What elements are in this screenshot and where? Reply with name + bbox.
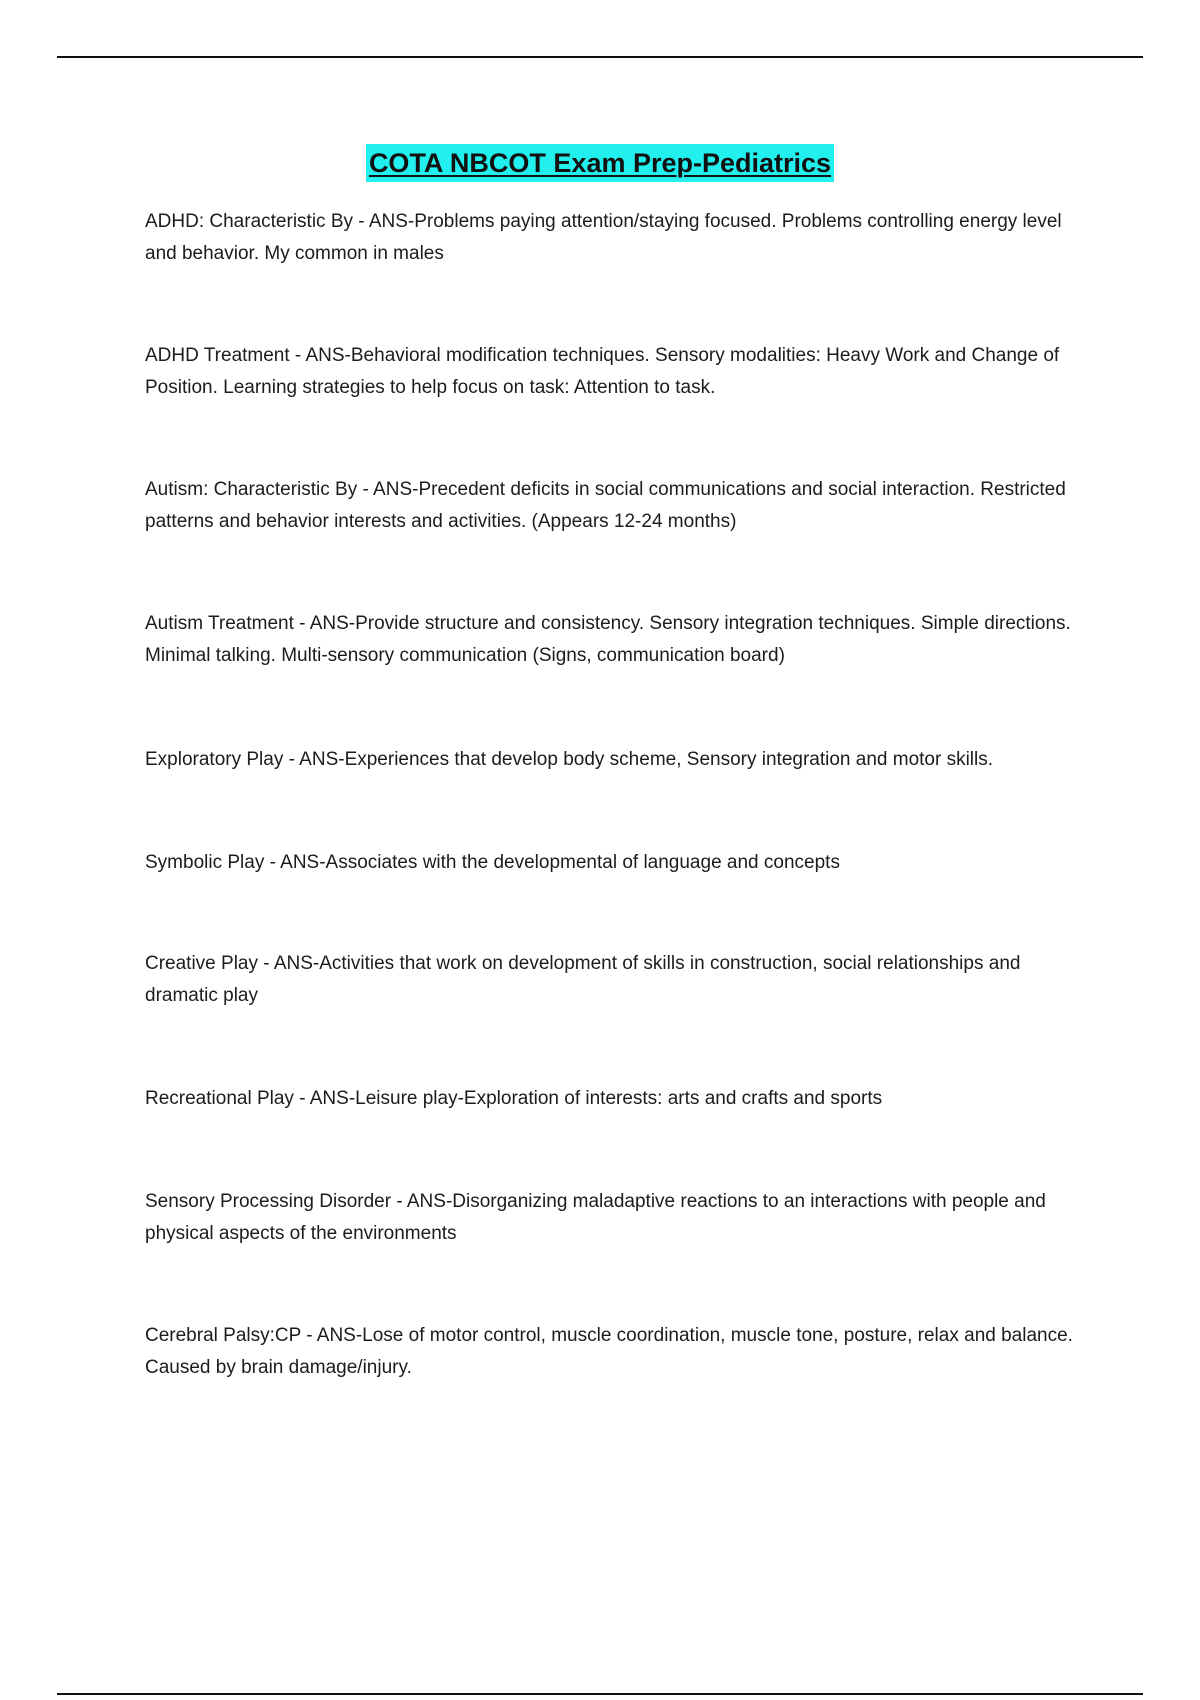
qa-entry-symbolic-play: Symbolic Play - ANS-Associates with the developmental of language and concepts: [145, 852, 840, 873]
page-title: COTA NBCOT Exam Prep-Pediatrics: [366, 144, 834, 182]
top-rule: [57, 56, 1143, 58]
qa-entry-adhd-treatment: ADHD Treatment - ANS-Behavioral modification techniques. Sensory modalities: Heavy Work and Change of Position. Learning strategies to help focus on task: Attention to task.: [145, 345, 1060, 398]
bottom-rule: [57, 1693, 1143, 1695]
qa-entry-sensory-processing-disorder: Sensory Processing Disorder - ANS-Disorganizing maladaptive reactions to an interactions with people and physical aspects of the environments: [145, 1191, 1046, 1244]
qa-entry-autism-characteristic: Autism: Characteristic By - ANS-Precedent deficits in social communications and social interaction. Restricted patterns and behavior interests and activities. (Appears 12-24 months): [145, 479, 1066, 532]
qa-entry-autism-treatment: Autism Treatment - ANS-Provide structure and consistency. Sensory integration techniques. Simple directions. Minimal talking. Multi-sensory communication (Signs, communication board): [145, 613, 1071, 666]
qa-entry-cerebral-palsy: Cerebral Palsy:CP - ANS-Lose of motor control, muscle coordination, muscle tone, posture, relax and balance. Caused by brain damage/injury.: [145, 1325, 1073, 1378]
qa-entry-exploratory-play: Exploratory Play - ANS-Experiences that develop body scheme, Sensory integration and motor skills.: [145, 749, 994, 770]
qa-entry-adhd-characteristic: ADHD: Characteristic By - ANS-Problems paying attention/staying focused. Problems controlling energy level and behavior. My common in males: [145, 211, 1062, 264]
qa-entry-recreational-play: Recreational Play - ANS-Leisure play-Exploration of interests: arts and crafts and sports: [145, 1088, 883, 1109]
title-container: [0, 144, 1200, 182]
qa-entry-creative-play: Creative Play - ANS-Activities that work on development of skills in construction, social relationships and dramatic play: [145, 953, 1021, 1006]
